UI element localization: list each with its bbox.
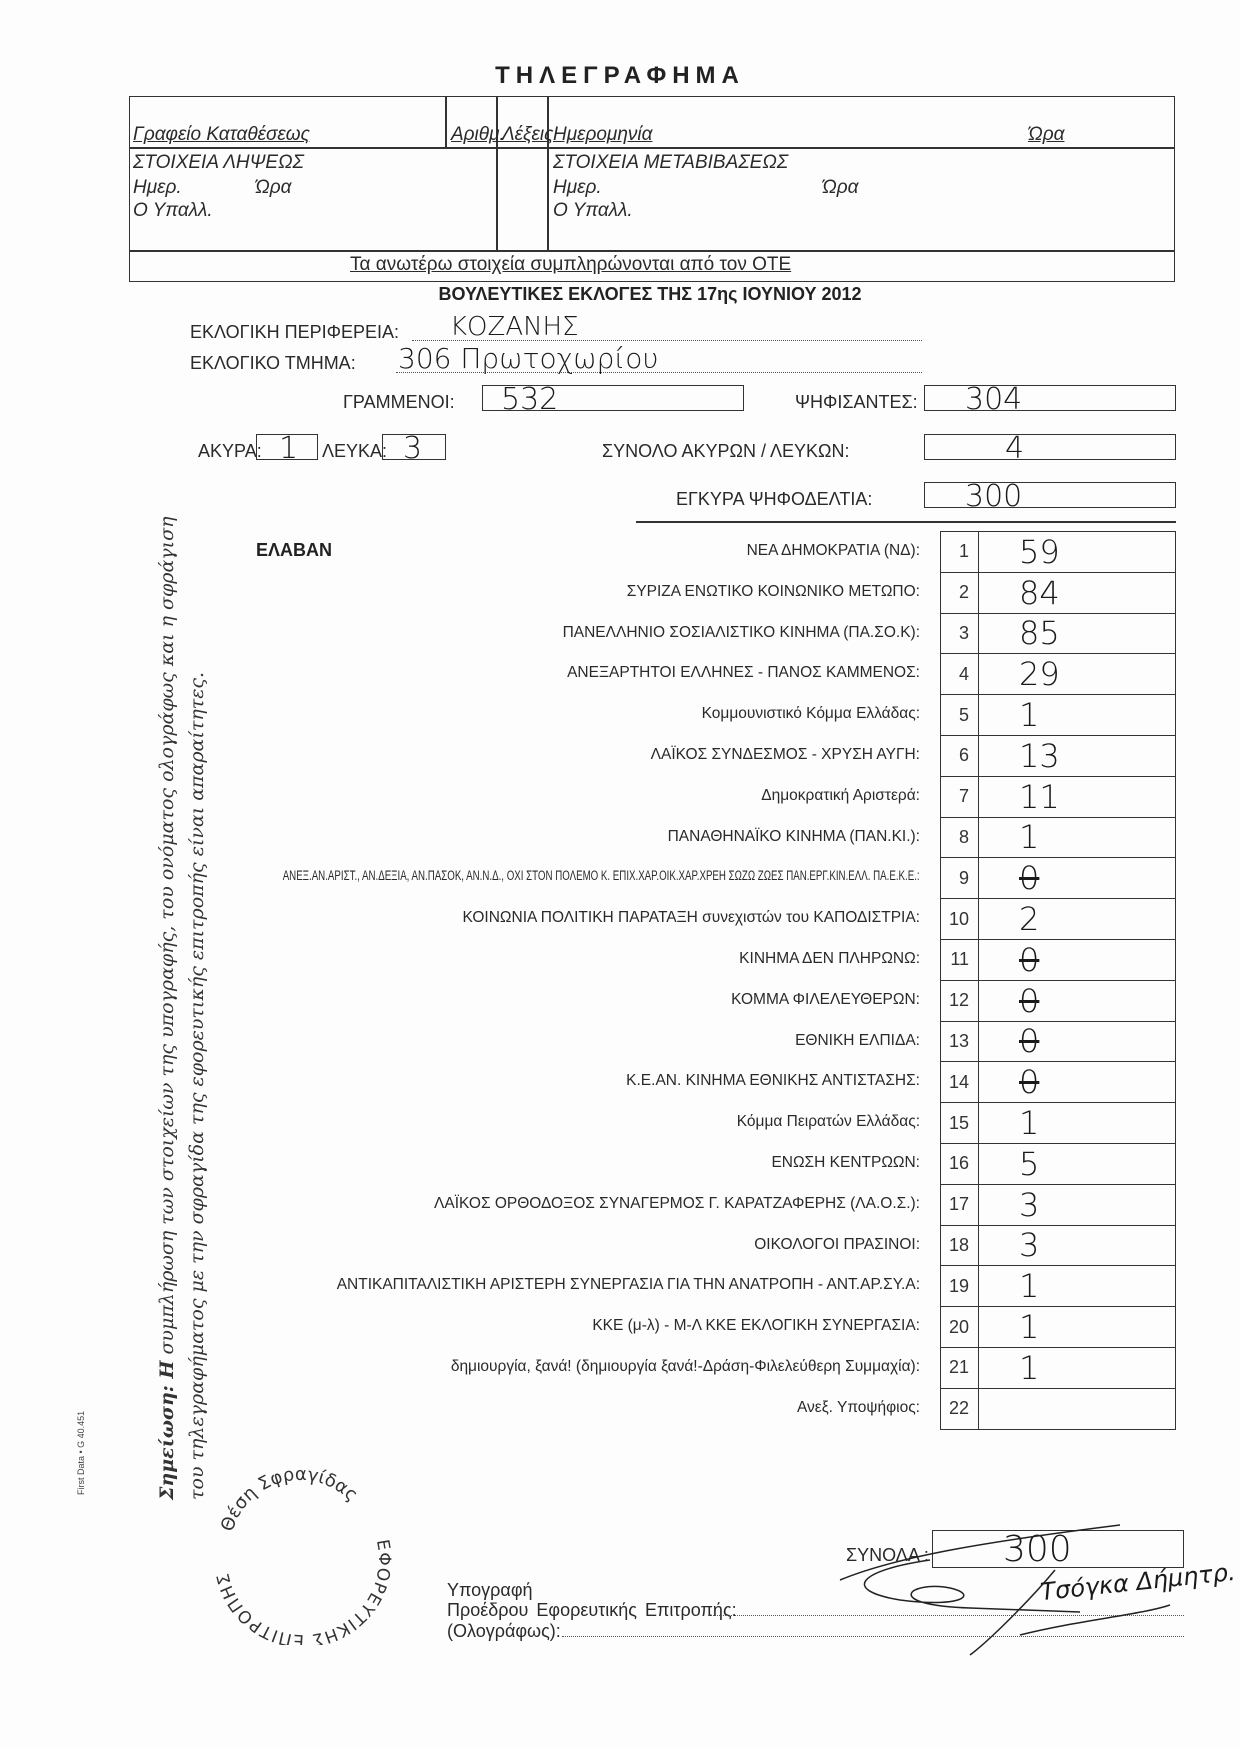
registered-field[interactable] [482,382,744,417]
party-name: ΚΚΕ (μ-λ) - Μ-Λ ΚΚΕ ΕΚΛΟΓΙΚΗ ΣΥΝΕΡΓΑΣΙΑ: [592,1317,920,1335]
party-number: 1 [941,532,979,573]
party-row [941,532,1176,573]
totals-value: 300 [1003,1529,1072,1570]
transmission-time-label: Ώρα [822,177,859,198]
region-label: ΕΚΛΟΓΙΚΗ ΠΕΡΙΦΕΡΕΙΑ: [190,322,399,342]
svg-text:ΕΦΟΡΕΥΤΙΚΗΣ ΕΠΙΤΡΟΠΗΣ [213,1538,394,1645]
fullname-label: (Ολογράφως): [447,1621,561,1641]
party-row [941,776,1176,817]
blank-field[interactable] [382,431,446,466]
side-note-line2: του τηλεγραφήματος με την σφραγίδα της εφορευτικής επιτροπής είναι απαραίτητες. [186,671,208,1500]
party-name: ΕΝΩΣΗ ΚΕΝΤΡΩΩΝ: [771,1154,920,1171]
party-number: 14 [941,1062,979,1103]
transmission-clerk-label: Ο Υπαλλ. [553,200,633,221]
party-number: 22 [941,1388,979,1429]
party-row [941,695,1176,736]
party-number: 2 [941,572,979,613]
party-number: 12 [941,980,979,1021]
party-number: 5 [941,695,979,736]
party-number: 8 [941,817,979,858]
party-row [941,1266,1176,1307]
party-votes[interactable]: 84 [979,572,1176,613]
section-label: ΕΚΛΟΓΙΚΟ ΤΜΗΜΑ: [190,353,356,373]
receipt-time-label: Ώρα [255,177,292,198]
party-votes[interactable]: 1 [979,817,1176,858]
party-name: ΑΝΤΙΚΑΠΙΤΑΛΙΣΤΙΚΗ ΑΡΙΣΤΕΡΗ ΣΥΝΕΡΓΑΣΙΑ ΓΙΑ ΤΗΝ ΑΝΑΤΡΟΠΗ - ΑΝΤ.ΑΡ.ΣΥ.Α: [336,1276,920,1294]
party-number: 10 [941,899,979,940]
party-name: Κόμμα Πειρατών Ελλάδας: [736,1113,920,1131]
party-name: Κομμουνιστικό Κόμμα Ελλάδας: [701,705,920,723]
party-votes[interactable]: 29 [979,654,1176,695]
party-votes[interactable]: 3 [979,1184,1176,1225]
party-number: 16 [941,1143,979,1184]
party-number: 13 [941,1021,979,1062]
party-name: ΚΟΜΜΑ ΦΙΛΕΛΕΥΘΕΡΩΝ: [731,990,920,1008]
handwritten-name: Τσόγκα Δήμητρ. [1039,1557,1237,1607]
registered-label: ΓΡΑΜΜΕΝΟΙ: [343,392,455,412]
invalid-label: ΑΚΥΡΑ: [198,441,262,461]
seal-bottom-text: ΕΦΟΡΕΥΤΙΚΗΣ ΕΠΙΤΡΟΠΗΣ [213,1538,394,1645]
seal-top-text: Θέση Σφραγίδας [216,1463,362,1535]
party-votes[interactable] [979,1388,1176,1429]
party-row [941,858,1176,899]
party-row [941,1021,1176,1062]
receipt-clerk-label: Ο Υπαλλ. [133,200,213,221]
party-row [941,1184,1176,1225]
party-name: ΝΕΑ ΔΗΜΟΚΡΑΤΙΑ (ΝΔ): [746,542,920,559]
party-number: 7 [941,776,979,817]
party-name: Ανεξ. Υποψήφιος: [797,1398,920,1416]
party-votes[interactable]: 11 [979,776,1176,817]
valid-ballots-label: ΕΓΚΥΡΑ ΨΗΦΟΔΕΛΤΙΑ: [676,489,873,509]
invalid-value: 1 [279,431,299,466]
divider [129,147,1175,149]
party-votes[interactable]: 2 [979,899,1176,940]
number-label: Αριθμ. [451,124,505,145]
seal-placeholder [205,1455,395,1645]
party-row [941,939,1176,980]
results-divider [636,521,1176,523]
party-number: 11 [941,939,979,980]
party-number: 15 [941,1103,979,1144]
election-title: ΒΟΥΛΕΥΤΙΚΕΣ ΕΚΛΟΓΕΣ ΤΗΣ 17ης ΙΟΥΝΙΟΥ 2012 [438,284,862,304]
party-number: 17 [941,1184,979,1225]
party-name: ΛΑΪΚΟΣ ΣΥΝΔΕΣΜΟΣ - ΧΡΥΣΗ ΑΥΓΗ: [650,746,920,763]
date-label: Ημερομηνία [553,124,653,145]
party-number: 18 [941,1225,979,1266]
voted-field[interactable] [924,382,1176,417]
party-votes[interactable]: 1 [979,1307,1176,1348]
transmission-date-label: Ημερ. [553,177,602,198]
party-name: ΕΘΝΙΚΗ ΕΛΠΙΔΑ: [795,1031,920,1049]
signature-label: Υπογραφή [447,1580,533,1600]
registered-value: 532 [501,382,559,417]
party-row [941,613,1176,654]
party-name: Κ.Ε.ΑΝ. ΚΙΝΗΜΑ ΕΘΝΙΚΗΣ ΑΝΤΙΣΤΑΣΗΣ: [626,1072,920,1090]
totals-label: ΣΥΝΟΛΑ : [846,1545,929,1565]
received-label: ΕΛΑΒΑΝ [256,540,333,560]
party-votes[interactable]: 1 [979,1347,1176,1388]
party-votes[interactable]: 59 [979,532,1176,573]
divider [129,250,1175,252]
party-name: ΟΙΚΟΛΟΓΟΙ ΠΡΑΣΙΝΟΙ: [754,1235,920,1253]
party-name: ΣΥΡΙΖΑ ΕΝΩΤΙΚΟ ΚΟΙΝΩΝΙΚΟ ΜΕΤΩΠΟ: [626,582,920,600]
party-number: 20 [941,1307,979,1348]
party-name: ΠΑΝΑΘΗΝΑΪΚΟ ΚΙΝΗΜΑ (ΠΑΝ.ΚΙ.): [667,827,920,845]
party-name: ΛΑΪΚΟΣ ΟΡΘΟΔΟΞΟΣ ΣΥΝΑΓΕΡΜΟΣ Γ. ΚΑΡΑΤΖΑΦΕΡΗΣ (ΛΑ.Ο.Σ.): [434,1194,920,1212]
party-number: 9 [941,858,979,899]
party-votes[interactable]: 0 [979,1062,1176,1103]
side-note-prefix: Σημείωση: Η [156,1360,178,1500]
invalid-blank-total-value: 4 [1005,431,1025,466]
party-name: δημιουργία, ξανά! (δημιουργία ξανά!-Δράση-Φιλελεύθερη Συμμαχία): [450,1358,920,1375]
svg-text:Θέση Σφραγίδας [217,1464,362,1534]
divider [496,96,498,251]
party-number: 19 [941,1266,979,1307]
party-name: ΑΝΕΞΑΡΤΗΤΟΙ ΕΛΛΗΝΕΣ - ΠΑΝΟΣ ΚΑΜΜΕΝΟΣ: [567,664,920,682]
president-label: Προέδρου Εφορευτικής Επιτροπής: [447,1600,737,1620]
party-number: 4 [941,654,979,695]
party-votes[interactable]: 85 [979,613,1176,654]
party-row [941,980,1176,1021]
party-row [941,654,1176,695]
party-name: ΑΝΕΞ.ΑΝ.ΑΡΙΣΤ., ΑΝ.ΔΕΞΙΑ, ΑΝ.ΠΑΣΟΚ, ΑΝ.Ν.Δ., ΟΧΙ ΣΤΟΝ ΠΟΛΕΜΟ Κ. ΕΠΙΧ.ΧΑΡ.ΟΙΚ.ΧΑΡ.ΧΡΕΗ ΣΩΖΩ ΖΩΕΣ ΠΑΝ.ΕΡΓ.ΚΙΝ.ΕΛΛ. ΠΑ.Ε.Κ.Ε.: [283,868,920,884]
blank-value: 3 [403,431,423,466]
party-row [941,817,1176,858]
party-row [941,1307,1176,1348]
time-label: Ώρα [1028,124,1065,145]
party-votes[interactable]: 0 [979,980,1176,1021]
party-name: ΚΙΝΗΜΑ ΔΕΝ ΠΛΗΡΩΝΩ: [739,950,920,967]
divider [445,96,447,149]
party-name: ΚΟΙΝΩΝΙΑ ΠΟΛΙΤΙΚΗ ΠΑΡΑΤΑΞΗ συνεχιστών του ΚΑΠΟΔΙΣΤΡΙΑ: [462,909,920,927]
receipt-date-label: Ημερ. [133,177,182,198]
valid-ballots-value: 300 [965,479,1023,514]
party-row [941,1062,1176,1103]
voted-label: ΨΗΦΙΣΑΝΤΕΣ: [795,392,918,412]
party-votes[interactable]: 0 [979,858,1176,899]
party-row [941,1388,1176,1429]
party-row [941,899,1176,940]
party-votes[interactable]: 0 [979,1021,1176,1062]
party-row [941,1143,1176,1184]
party-votes[interactable]: 0 [979,939,1176,980]
section-value: 306 Πρωτοχωρίου [398,342,659,375]
party-row [941,1347,1176,1388]
voted-value: 304 [965,382,1023,417]
blank-label: ΛΕΥΚΑ: [322,441,388,461]
party-votes[interactable]: 3 [979,1225,1176,1266]
invalid-field[interactable] [256,431,318,466]
side-note [152,517,212,1500]
party-name: Δημοκρατική Αριστερά: [761,786,920,804]
office-label: Γραφείο Καταθέσεως [133,124,310,145]
party-votes[interactable]: 1 [979,695,1176,736]
document-title: ΤΗΛΕΓΡΑΦΗΜΑ [495,62,745,89]
party-votes[interactable]: 1 [979,1103,1176,1144]
party-number: 21 [941,1347,979,1388]
party-number: 3 [941,613,979,654]
party-votes[interactable]: 13 [979,735,1176,776]
ote-note: Τα ανωτέρω στοιχεία συμπληρώνονται από τον ΟΤΕ [350,254,792,275]
party-number: 6 [941,735,979,776]
valid-ballots-field[interactable] [924,479,1176,514]
party-votes[interactable]: 1 [979,1266,1176,1307]
party-name: ΠΑΝΕΛΛΗΝΙΟ ΣΟΣΙΑΛΙΣΤΙΚΟ ΚΙΝΗΜΑ (ΠΑ.ΣΟ.Κ): [562,623,920,641]
party-row [941,1225,1176,1266]
receipt-title: ΣΤΟΙΧΕΙΑ ΛΗΨΕΩΣ [133,152,304,173]
words-label: Λέξεις [502,124,554,145]
party-votes[interactable]: 5 [979,1143,1176,1184]
invalid-blank-total-field[interactable] [924,431,1176,466]
divider [547,96,549,251]
region-value: ΚΟΖΑΝΗΣ [450,312,579,342]
side-note-line1: συμπλήρωση των στοιχείων της υπογραφής, του ονόματος ολογράφως και η σφράγιση [156,516,178,1361]
invalid-blank-total-label: ΣΥΝΟΛΟ ΑΚΥΡΩΝ / ΛΕΥΚΩΝ: [602,441,850,461]
party-row [941,572,1176,613]
printer-mark: First Data • G 40.451 [76,1410,86,1495]
results-table [940,531,1176,1430]
transmission-title: ΣΤΟΙΧΕΙΑ ΜΕΤΑΒΙΒΑΣΕΩΣ [553,152,789,173]
party-row [941,735,1176,776]
party-row [941,1103,1176,1144]
